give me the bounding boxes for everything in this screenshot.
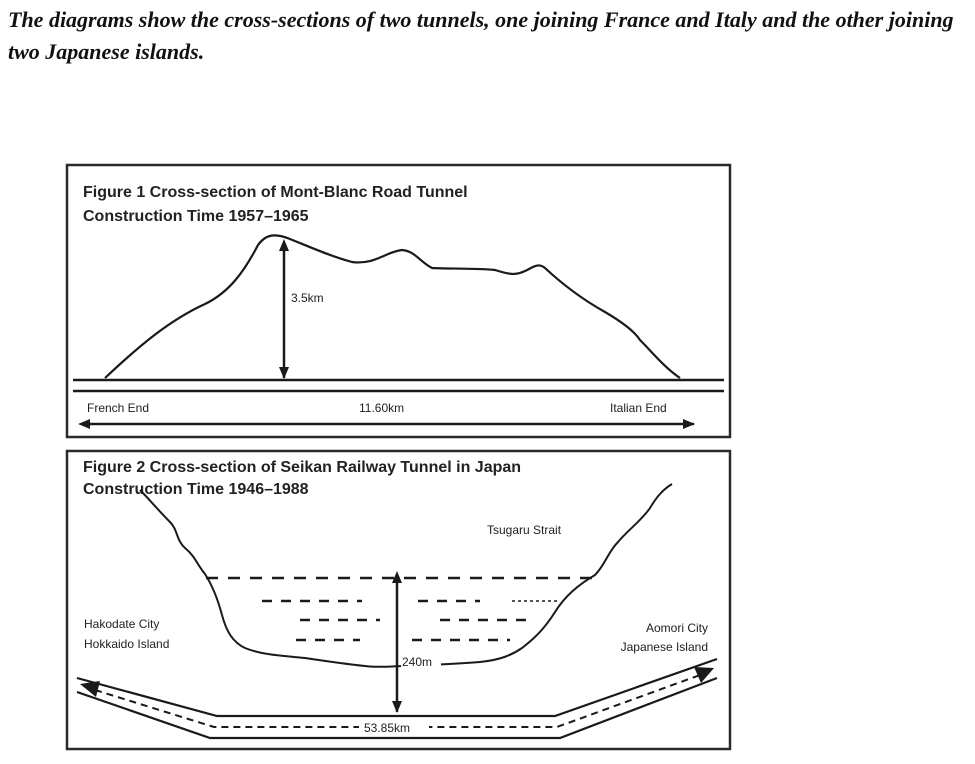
depth-label: 240m [402, 655, 433, 669]
railway-tunnel-length-label: 53.85km [364, 721, 411, 735]
tsugaru-strait-seabed-profile [140, 484, 672, 667]
height-label: 3.5km [291, 291, 324, 305]
figure-1-title: Figure 1 Cross-section of Mont-Blanc Road Tunnel [83, 184, 468, 201]
figure-1 [67, 165, 730, 437]
page-heading: The diagrams show the cross-sections of two tunnels, one joining France and Italy and the other joining two Japanese islands. [8, 7, 954, 64]
japanese-island-label: Japanese Island [620, 640, 708, 654]
figure-2-title: Figure 2 Cross-section of Seikan Railway Tunnel in Japan [83, 459, 522, 476]
figure-2-construction-time: Construction Time 1946–1988 [83, 481, 309, 498]
hokkaido-island-label: Hokkaido Island [84, 637, 170, 651]
tunnel-length-label: 11.60km [359, 401, 405, 415]
tsugaru-strait-label: Tsugaru Strait [487, 523, 562, 537]
figure-1-frame [67, 165, 730, 437]
figure-2 [67, 451, 730, 749]
italian-end-label: Italian End [610, 401, 667, 415]
figure-1-construction-time: Construction Time 1957–1965 [83, 208, 309, 225]
french-end-label: French End [87, 401, 150, 415]
aomori-city-label: Aomori City [645, 621, 708, 635]
mont-blanc-mountain-profile [105, 235, 680, 378]
hakodate-city-label: Hakodate City [84, 617, 160, 631]
